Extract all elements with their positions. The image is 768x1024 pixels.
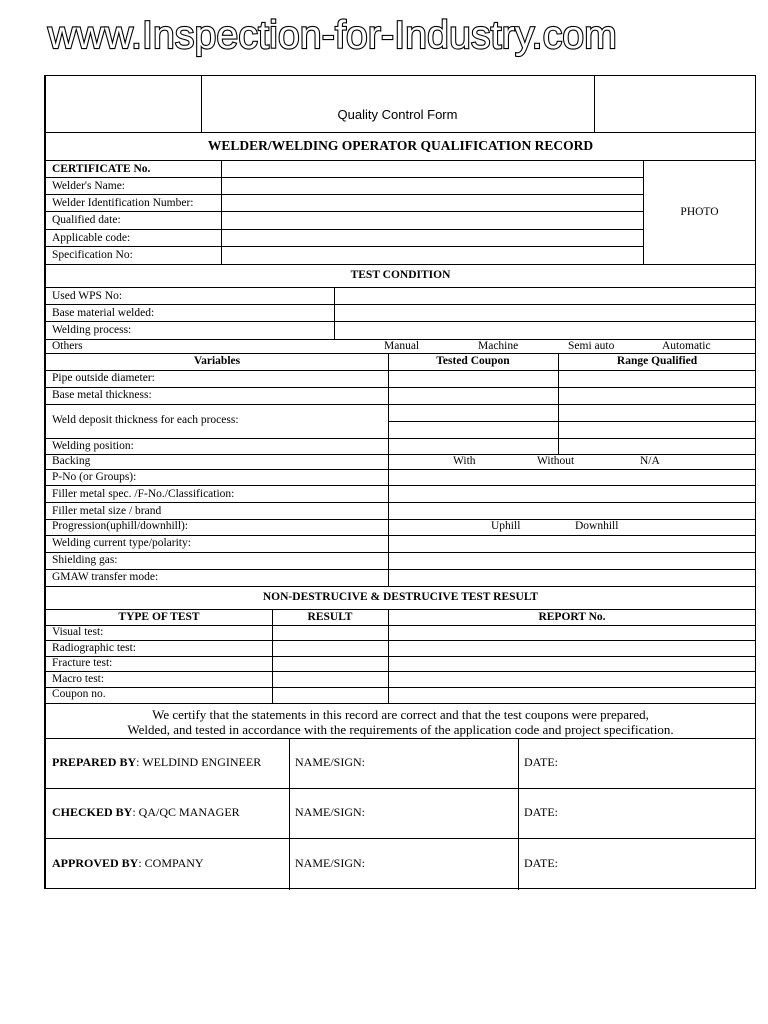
approved-by [52,857,204,870]
checked-by [52,806,240,819]
test-condition-title: TEST CONDITION [350,269,451,281]
welding-process-label: Welding process: [52,324,132,336]
checked-by-role: : QA/QC MANAGER [132,805,240,819]
others-label: Others [52,340,83,352]
option-semi-auto: Semi auto [568,340,615,352]
option-automatic: Automatic [662,340,711,352]
col-type-of-test: TYPE OF TEST [118,611,200,623]
backing-na: N/A [640,455,660,467]
certification-line-1: We certify that the statements in this record are correct and that the test coupons were prepared, [152,707,649,722]
col-variables: Variables [193,355,241,367]
approved-date: DATE: [524,856,558,870]
fracture-test-label: Fracture test: [52,657,113,669]
approved-by-label: APPROVED BY [52,856,139,870]
col-range-qualified: Range Qualified [616,355,698,367]
approved-name-sign: NAME/SIGN: [295,856,366,870]
applicable-code-label: Applicable code: [52,232,131,244]
checked-date: DATE: [524,805,558,819]
col-report-no: REPORT No. [538,611,606,623]
approved-by-role: : COMPANY [138,856,204,870]
visual-test-label: Visual test: [52,626,104,638]
checked-by-label: CHECKED BY [52,805,133,819]
prepared-date: DATE: [524,755,558,769]
prepared-by-label: PREPARED BY [52,755,137,769]
prepared-name-sign: NAME/SIGN: [295,755,366,769]
current-label: Welding current type/polarity: [52,537,191,549]
p-no-label: P-No (or Groups): [52,471,137,483]
macro-test-label: Macro test: [52,673,105,685]
specification-label: Specification No: [52,249,133,261]
record-title: WELDER/WELDING OPERATOR QUALIFICATION RECORD [207,138,594,153]
qualified-date-label: Qualified date: [52,214,121,226]
progression-label: Progression(uphill/downhill): [52,520,189,532]
col-result: RESULT [307,611,353,623]
col-tested-coupon: Tested Coupon [436,355,510,367]
checked-name-sign: NAME/SIGN: [295,805,366,819]
shielding-gas-label: Shielding gas: [52,554,118,566]
filler-size-label: Filler metal size / brand [52,505,162,517]
photo-placeholder: PHOTO [680,206,719,218]
backing-label: Backing [52,455,91,467]
progression-downhill: Downhill [575,520,619,532]
weld-deposit-label: Weld deposit thickness for each process: [52,414,239,426]
radiographic-test-label: Radiographic test: [52,642,136,654]
prepared-by [52,756,261,769]
backing-with: With [453,455,476,467]
option-manual: Manual [384,340,420,352]
certificate-label: CERTIFICATE No. [52,163,151,175]
welder-name-label: Welder's Name: [52,180,125,192]
coupon-no-label: Coupon no. [52,688,106,700]
used-wps-label: Used WPS No: [52,290,123,302]
backing-without: Without [537,455,575,467]
welding-position-label: Welding position: [52,440,134,452]
filler-spec-label: Filler metal spec. /F-No./Classification: [52,488,235,500]
prepared-by-role: : WELDIND ENGINEER [136,755,262,769]
form-title: Quality Control Form [337,107,458,122]
welder-id-label: Welder Identification Number: [52,197,194,209]
base-thickness-label: Base metal thickness: [52,389,152,401]
progression-uphill: Uphill [491,520,521,532]
qualification-form [44,75,756,889]
certification-line-2: Welded, and tested in accordance with the requirements of the application code and project specification. [127,722,674,737]
watermark: www.Inspection-for-Industry.com [48,14,617,57]
option-machine: Machine [478,340,519,352]
gmaw-label: GMAW transfer mode: [52,571,159,583]
test-results-title: NON-DESTRUCIVE & DESTRUCIVE TEST RESULT [262,591,539,603]
base-material-label: Base material welded: [52,307,155,319]
pipe-od-label: Pipe outside diameter: [52,372,155,384]
